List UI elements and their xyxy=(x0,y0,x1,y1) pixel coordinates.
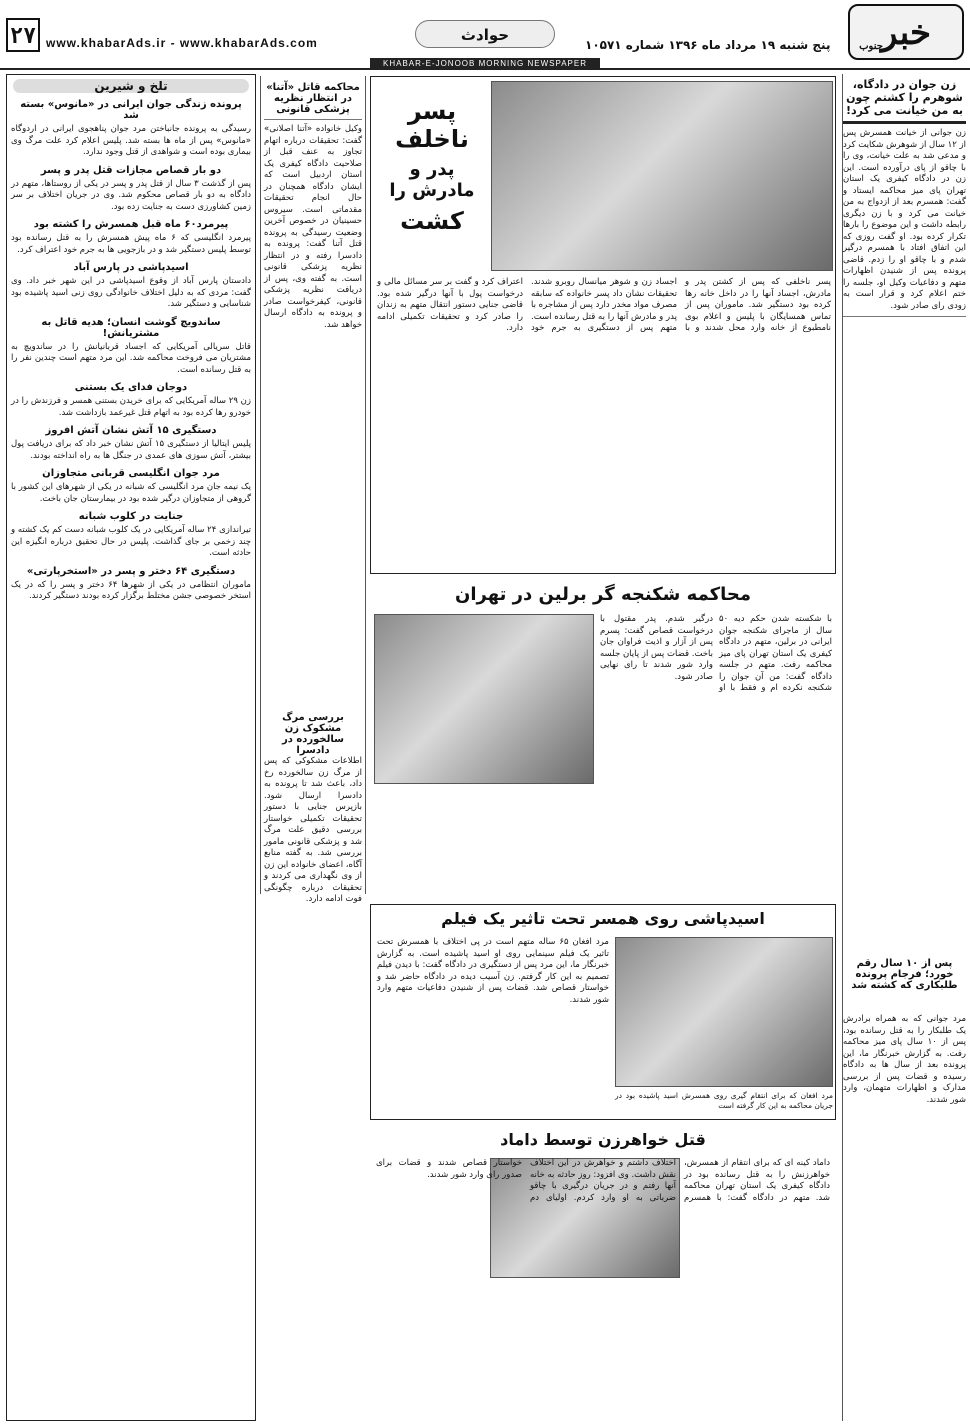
date-line: پنج شنبه ۱۹ مرداد ماه ۱۳۹۶ شماره ۱۰۵۷۱ xyxy=(585,38,831,52)
lead-body xyxy=(377,277,831,569)
left-item-body: پلیس ایتالیا از دستگیری ۱۵ آتش نشان خبر داد که برای دریافت پول بیشتر، آتش سوزی های عمدی در جنگل ها به راه انداخته بودند. xyxy=(11,439,251,461)
logo-text: خبر xyxy=(880,13,932,53)
acid-caption: مرد افغان که برای انتقام گیری روی همسرش اسید پاشیده بود در جریان محاکمه به این کار گرفته است xyxy=(615,1091,833,1110)
left-item-body: قاتل سریالی آمریکایی که اجساد قربانیانش را در ساندویچ به مشتریان می فروخت محاکمه شد. این مرد متهم است چندین نفر را به قتل رسانده است. xyxy=(11,341,251,375)
left-item-body: پیرمرد انگلیسی که ۶ ماه پیش همسرش را به قتل رسانده بود توسط پلیس دستگیر شد و در بازجویی ها به جرم خود اعتراف کرد. xyxy=(11,233,251,255)
newspaper-logo xyxy=(848,4,964,60)
left-item-body: دادستان پارس آباد از وقوع اسیدپاشی در این شهر خبر داد. وی گفت: مردی که به دلیل اختلاف خانوادگی روی زنی اسید پاشیده بود شناسایی و دستگیر شد. xyxy=(11,276,251,309)
left-column-title: تلخ و شیرین xyxy=(13,79,249,93)
section-title: حوادث xyxy=(415,20,555,48)
left-item-headline: پرونده زندگی جوان ایرانی در «مانوس» بسته شد xyxy=(20,99,242,121)
left-item-headline: دوجان فدای یک بستنی xyxy=(74,382,188,393)
lead-headline-line2: پدر و مادرش را xyxy=(389,159,475,201)
mid-column-body: وکیل خانواده «آتنا اصلانی» گفت: تحقیقات درباره اتهام تجاوز به عنف قبل از صلاحیت دادگاه کیفری یک استان اردبیل است که ایشان دادگاه همچنان در حال انجام تحقیقات مقدماتی است. سیروس حسینیان در خصوص آخرین وضعیت رسیدگی به پرونده قتل آتنا گفت: پرونده به دادسرا رفته و در انتظار نظریه پزشکی قانونی است. به گفته وی، پس از دریافت نظریه پزشکی قانونی، کیفرخواست صادر و پرونده به دادگاه ارسال خواهد شد. xyxy=(264,124,362,330)
lead-headline xyxy=(377,97,487,235)
left-item-body: رسیدگی به پرونده جانباختن مرد جوان پناهجوی ایرانی در اردوگاه «مانوس» پس از ماه ها بسته شد. پلیس اعلام کرد علت مرگ وی بیماری بوده است و شواهدی از قتل وجود ندارد. xyxy=(11,124,251,157)
inlaw-story xyxy=(370,1126,836,1422)
inlaw-body-text: داماد کینه ای که برای انتقام از همسرش، خواهرزنش را به قتل رسانده بود در دادگاه کیفری یک استان تهران محاکمه شد. متهم در دادگاه گفت: با همسرم اختلاف داشتم و خواهرش در این اختلاف نقش داشت. وی افزود: روز حادثه به خانه آنها رفتم و در جریان درگیری با چاقو ضرباتی به او وارد کردم. اولیای دم خواستار قصاص شدند و قضات برای صدور رای وارد شور شدند. xyxy=(376,1158,830,1203)
lead-headline-line1: پسر ناخلف xyxy=(395,97,469,153)
left-item-headline: جنایت در کلوب شبانه xyxy=(78,511,184,522)
torture-body-text: با شکسته شدن حکم دیه ۵۰ سال از ماجرای شکنجه جوان ایرانی در برلین، متهم در دادگاه کیفری یک استان تهران پای میز محاکمه رفت. متهم در جلسه دادگاه گفت: من آن جوان را شکنجه نکرده ام و فقط با او درگیر شدم. پدر مقتول با درخواست قصاص گفت: پسرم پس از آزار و اذیت فراوان جان باخت. قضات پس از پایان جلسه وارد شور شدند تا رای نهایی صادر شود. xyxy=(600,614,832,693)
inlaw-headline: قتل خواهرزن توسط داماد xyxy=(500,1130,706,1149)
mid-column xyxy=(260,76,366,904)
masthead xyxy=(0,0,970,70)
page-number: ۲۷ xyxy=(6,18,40,52)
website-url[interactable]: www.khabarAds.ir - www.khabarAds.com xyxy=(46,36,318,50)
logo-sub: جنوب xyxy=(859,41,883,52)
lead-headline-line3: کشت xyxy=(400,207,464,235)
left-item-headline: دستگیری ۶۴ دختر و پسر در «استخرپارتی» xyxy=(26,565,236,577)
right-column-headline-2: پس از ۱۰ سال رقم خورد؛ فرجام پرونده طلبکاری که کشته شد xyxy=(851,958,958,991)
lead-story xyxy=(370,76,836,574)
left-item-headline: مرد جوان انگلیسی قربانی متجاوزان xyxy=(42,468,220,479)
lead-body-text: پسر ناخلفی که پس از کشتن پدر و مادرش، اجساد آنها را در داخل خانه رها کرده بود دستگیر شد. ماموران پس از تماس همسایگان با پلیس و اعلام بوی نامطبوع از خانه وارد محل شدند و با اجساد زن و شوهر میانسال روبرو شدند. تحقیقات نشان داد پسر خانواده که سابقه مصرف مواد مخدر دارد پس از مشاجره با پدر و مادرش آنها را به قتل رسانده است. متهم پس از دستگیری به جرم خود اعتراف کرد و گفت بر سر مسائل مالی و درخواست پول با آنها درگیر شده بود. قاضی جنایی دستور انتقال متهم به زندان را صادر کرد و تحقیقات تکمیلی ادامه دارد. xyxy=(377,277,831,333)
left-column-items xyxy=(11,99,251,603)
right-column-headline: زن جوان در دادگاه، شوهرم را کشتم چون به من خیانت می کرد! xyxy=(846,78,963,117)
torture-story xyxy=(370,580,836,898)
left-item-body: تیراندازی ۲۴ ساله آمریکایی در یک کلوب شبانه دست کم یک کشته و چند زخمی بر جای گذاشت. پلیس در حال تحقیق درباره انگیزه این حادثه است. xyxy=(11,525,251,558)
left-item-headline: دستگیری ۱۵ آتش نشان آتش افروز xyxy=(45,425,217,436)
left-column xyxy=(6,74,256,1421)
torture-body xyxy=(600,614,832,894)
left-item-headline: ساندویچ گوشت انسان؛ هدیه قاتل به مشتریانش! xyxy=(41,316,221,339)
mid-column-body-2: اطلاعات مشکوکی که پس از مرگ زن سالخورده رخ داد، باعث شد تا پرونده به دادسرا ارسال شود. بازپرس جنایی با دستور تحقیقات تکمیلی خواستار بررسی دقیق علت مرگ شد و پزشکی قانونی مامور بررسی شد. به گفته منابع آگاه، اعضای خانواده این زن از وی نگهداری می کردند و تحقیقات درباره چگونگی فوت ادامه دارد. xyxy=(264,756,362,904)
left-item-headline: دو بار قصاص مجازات قتل پدر و پسر xyxy=(40,164,222,176)
left-item-body: یک نیمه جان مرد انگلیسی که شبانه در یکی از شهرهای این کشور با گروهی از متجاوزان درگیر شده بود در بیمارستان جان باخت. xyxy=(11,482,251,504)
mid-column-headline: محاکمه قاتل «آتنا» در انتظار نظریه پزشکی قانونی xyxy=(266,82,360,115)
right-column xyxy=(842,74,966,1421)
acid-headline: اسیدپاشی روی همسر تحت تاثیر یک فیلم xyxy=(441,909,765,928)
right-column-body: زن جوانی از خیانت همسرش پس از ۱۲ سال از شوهرش شکایت کرد و مدعی شد به علت خیانت، وی را با چاقو از پای درآورده است. این زن در دادگاه کیفری یک استان تهران پای میز محاکمه ایستاد و گفت: همسرم بعد از ازدواج به من خیانت می کرد و با زن دیگری رابطه داشت و این موضوع را بارها تکرار کرده بود. او گفت روزی که این اتفاق افتاد با همسرم درگیر شدم و با چاقو او را زدم. قاضی پرونده پس از شنیدن اظهارات متهم و دفاعیات وکیل او، جلسه را ختم اعلام کرد و قرار است به زودی رای صادر شود. xyxy=(843,128,966,311)
torture-photo xyxy=(374,614,594,784)
lead-photo xyxy=(491,81,833,271)
left-item-body: پس از گذشت ۳ سال از قتل پدر و پسر در یکی از روستاها، متهم در دادگاه به دو بار قصاص محکوم شد. وی در جریان اختلاف بر سر زمین کشاورزی دست به جنایت زده بود. xyxy=(11,178,251,212)
left-item-headline: اسیدپاشی در پارس آباد xyxy=(73,262,189,273)
left-item-body: زن ۲۹ ساله آمریکایی که برای خریدن بستنی همسر و فرزندش را در خودرو رها کرده بود به اتهام قتل غیرعمد بازداشت شد. xyxy=(11,396,251,418)
inlaw-body xyxy=(376,1158,830,1418)
acid-body xyxy=(377,937,609,1113)
acid-body-text: مرد افغان ۶۵ ساله متهم است در پی اختلاف با همسرش تحت تاثیر یک فیلم سینمایی روی او اسید پاشیده است. به گزارش خبرنگار ما، این مرد پس از دستگیری در دادگاه گفت: با دیدن فیلم تصمیم به این کار گرفتم. زن آسیب دیده در دادگاه حاضر شد و خواستار قصاص شد. قضات پس از شنیدن دفاعیات متهم وارد شور شدند. xyxy=(377,937,609,1005)
acid-story xyxy=(370,904,836,1120)
right-column-body-2: مرد جوانی که به همراه برادرش یک طلبکار را به قتل رسانده بود، پس از ۱۰ سال پای میز محاکمه رفت. به گزارش خبرنگار ما، این پرونده بعد از سال ها به دادگاه رسیده و قضات پس از بررسی مدارک و اظهارات متهمان، وارد شور شدند. xyxy=(843,1014,966,1105)
torture-headline: محاکمه شکنجه گر برلین در تهران xyxy=(455,584,751,605)
acid-photo xyxy=(615,937,833,1087)
left-item-headline: پیرمرد۶۰ ماه قبل همسرش را کشته بود xyxy=(33,219,229,230)
left-item-body: ماموران انتظامی در یکی از شهرها ۶۴ دختر و پسر را که در یک استخر خصوصی جشن مختلط برگزار کرده بودند دستگیر کردند. xyxy=(11,579,251,601)
mid-column-headline-2: بررسی مرگ مشکوک زن سالخورده در دادسرا xyxy=(282,712,344,756)
english-strip: KHABAR-E-JONOOB MORNING NEWSPAPER xyxy=(370,58,600,70)
